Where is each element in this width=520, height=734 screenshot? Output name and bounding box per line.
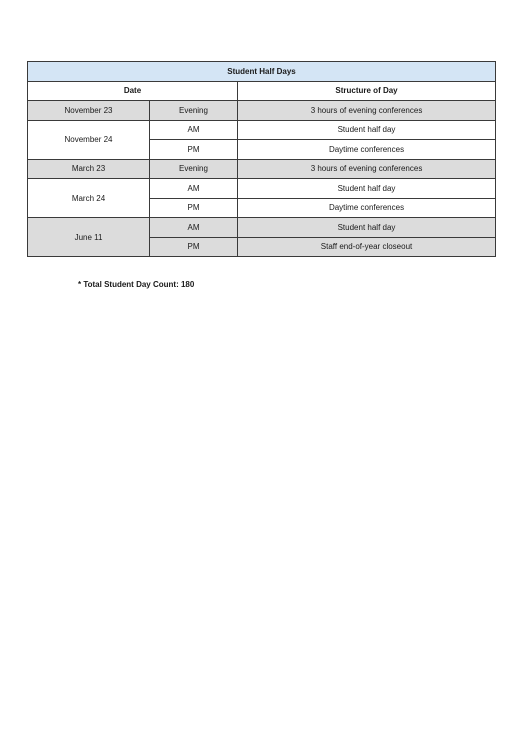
table-row — [28, 179, 496, 199]
structure-cell: Daytime conferences — [238, 198, 496, 218]
date-column-header: Date — [28, 81, 238, 101]
table-row — [28, 101, 496, 121]
table-title-row — [28, 62, 496, 82]
date-cell: June 11 — [28, 218, 150, 257]
structure-cell: Student half day — [238, 120, 496, 140]
date-cell: November 23 — [28, 101, 150, 121]
structure-cell: Staff end-of-year closeout — [238, 237, 496, 257]
period-cell: PM — [150, 140, 238, 160]
structure-cell: 3 hours of evening conferences — [238, 101, 496, 121]
table-row — [28, 159, 496, 179]
table-header-row — [28, 81, 496, 101]
date-cell: March 23 — [28, 159, 150, 179]
structure-cell: Student half day — [238, 179, 496, 199]
date-cell: March 24 — [28, 179, 150, 218]
date-cell: November 24 — [28, 120, 150, 159]
table-row — [28, 120, 496, 140]
period-cell: Evening — [150, 159, 238, 179]
total-day-count-footnote: * Total Student Day Count: 180 — [78, 280, 195, 289]
structure-cell: Daytime conferences — [238, 140, 496, 160]
period-cell: PM — [150, 237, 238, 257]
structure-column-header: Structure of Day — [238, 81, 496, 101]
table-row — [28, 218, 496, 238]
structure-cell: Student half day — [238, 218, 496, 238]
student-half-days-table — [27, 61, 496, 257]
period-cell: AM — [150, 218, 238, 238]
period-cell: AM — [150, 120, 238, 140]
period-cell: PM — [150, 198, 238, 218]
period-cell: Evening — [150, 101, 238, 121]
period-cell: AM — [150, 179, 238, 199]
table-title: Student Half Days — [28, 62, 496, 82]
structure-cell: 3 hours of evening conferences — [238, 159, 496, 179]
